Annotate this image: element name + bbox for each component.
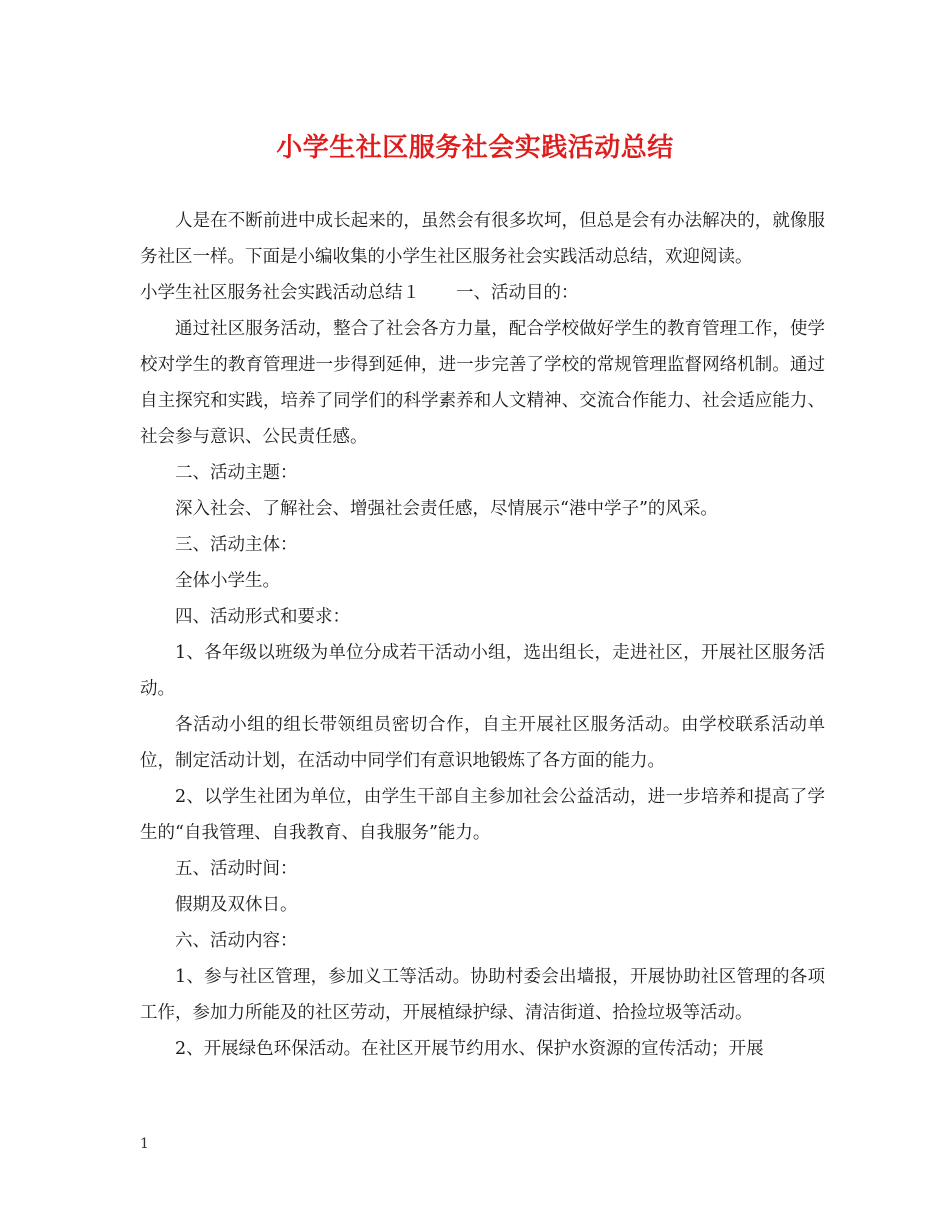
section-heading-label: 小学生社区服务社会实践活动总结１ [140,283,420,303]
document-body [140,203,825,1067]
paragraph-subject: 全体小学生。 [175,571,280,591]
section-heading-item: 一、活动目的： [456,283,579,303]
paragraph-form-2: 各活动小组的组长带领组员密切合作，自主开展社区服务活动。由学校联系活动单位，制定活动计划，在活动中同学们有意识地锻炼了各方面的能力。 [140,715,825,771]
paragraph-intro: 人是在不断前进中成长起来的，虽然会有很多坎坷，但总是会有办法解决的，就像服务社区一样。下面是小编收集的小学生社区服务社会实践活动总结，欢迎阅读。 [140,211,825,267]
page-number: 1 [140,1136,149,1152]
heading-time: 五、活动时间： [175,859,298,879]
paragraph-time: 假期及双休日。 [175,895,298,915]
heading-content: 六、活动内容： [175,931,298,951]
heading-theme: 二、活动主题： [175,463,298,483]
document-title: 小学生社区服务社会实践活动总结 [276,133,674,163]
section-heading-line [140,275,825,311]
paragraph-theme: 深入社会、了解社会、增强社会责任感，尽情展示“港中学子”的风采。 [175,499,718,519]
paragraph-content-2: 2、开展绿色环保活动。在社区开展节约用水、保护水资源的宣传活动；开展 [175,1039,764,1059]
paragraph-purpose: 通过社区服务活动，整合了社会各方力量，配合学校做好学生的教育管理工作，使学校对学生的教育管理进一步得到延伸，进一步完善了学校的常规管理监督网络机制。通过自主探究和实践，培养了同学们的科学素养和人文精神、交流合作能力、社会适应能力、社会参与意识、公民责任感。 [140,319,825,447]
paragraph-form-1: 1、各年级以班级为单位分成若干活动小组，选出组长，走进社区，开展社区服务活动。 [140,643,825,699]
paragraph-form-3: 2、以学生社团为单位，由学生干部自主参加社会公益活动，进一步培养和提高了学生的“自我管理、自我教育、自我服务”能力。 [140,787,825,843]
paragraph-content-1: 1、参与社区管理，参加义工等活动。协助村委会出墙报，开展协助社区管理的各项工作，参加力所能及的社区劳动，开展植绿护绿、清洁街道、拾捡垃圾等活动。 [140,967,825,1023]
heading-form: 四、活动形式和要求： [175,607,350,627]
heading-subject: 三、活动主体： [175,535,298,555]
